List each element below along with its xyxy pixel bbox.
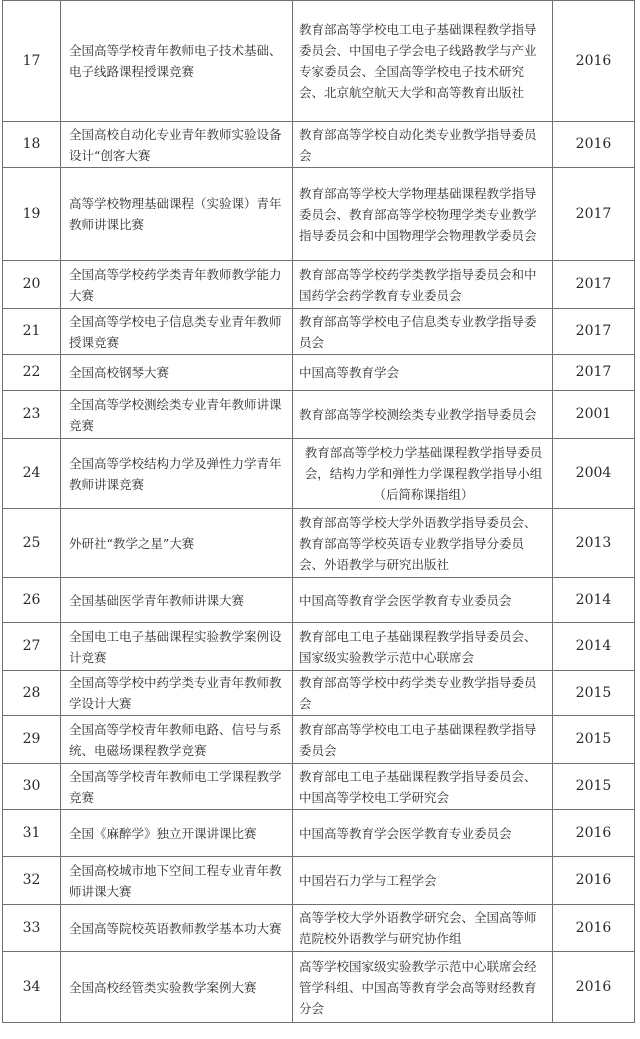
competition-name: 全国高等学校青年教师电子技术基础、电子线路课程授课竞赛 [69, 43, 282, 79]
competition-name: 外研社“教学之星”大赛 [69, 535, 195, 551]
table-row [3, 168, 635, 261]
year-cell: 2017 [553, 355, 635, 391]
table-row [3, 764, 635, 810]
organizer-cell [293, 122, 553, 168]
organizer: 教育部高等学校大学物理基础课程教学指导委员会、教育部高等学校物理学类专业教学指导委员会和中国物理学会物理教学委员会 [299, 185, 537, 243]
competition-name-cell [61, 391, 293, 439]
competition-table-body [3, 1, 635, 1023]
organizer: 教育部高等学校自动化类专业教学指导委员会 [299, 126, 537, 163]
competition-table-sheet [2, 0, 634, 1023]
competition-name-cell [61, 623, 293, 671]
year-cell: 2017 [553, 261, 635, 309]
organizer: 高等学校大学外语教学研究会、全国高等师范院校外语教学与研究协作组 [299, 910, 537, 946]
competition-name: 全国高校城市地下空间工程专业青年教师讲课大赛 [69, 862, 282, 899]
organizer: 中国高等教育学会 [299, 365, 400, 380]
year-cell: 2015 [553, 716, 635, 764]
row-number-cell: 29 [3, 716, 61, 764]
year-cell: 2014 [553, 578, 635, 623]
competition-name: 全国高等学校电子信息类专业青年教师授课竞赛 [69, 313, 282, 350]
organizer-cell [293, 355, 553, 391]
organizer: 教育部电工电子基础课程教学指导委员会、国家级实验教学示范中心联席会 [299, 628, 537, 665]
table-row [3, 261, 635, 309]
competition-name-cell [61, 309, 293, 355]
row-number-cell: 28 [3, 671, 61, 716]
year-cell: 2016 [553, 810, 635, 857]
organizer-cell [293, 168, 553, 261]
competition-name: 全国高等院校英语教师教学基本功大赛 [69, 920, 282, 936]
competition-name-cell [61, 355, 293, 391]
competition-name: 全国电工电子基础课程实验教学案例设计竞赛 [69, 628, 282, 665]
competition-name: 全国高校自动化专业青年教师实验设备设计“创客大赛 [69, 126, 282, 163]
organizer-cell [293, 309, 553, 355]
competition-name-cell [61, 1, 293, 122]
row-number-cell: 26 [3, 578, 61, 623]
table-row [3, 391, 635, 439]
table-row [3, 857, 635, 905]
organizer-cell [293, 810, 553, 857]
competition-name: 全国高等学校结构力学及弹性力学青年教师讲课竞赛 [69, 455, 282, 492]
competition-name: 全国高校钢琴大赛 [69, 365, 170, 380]
organizer-cell [293, 261, 553, 309]
table-row [3, 355, 635, 391]
row-number-cell: 21 [3, 309, 61, 355]
competition-name: 全国高等学校中药学类专业青年教师教学设计大赛 [69, 675, 282, 711]
organizer-cell [293, 509, 553, 578]
table-row [3, 671, 635, 716]
competition-name-cell [61, 671, 293, 716]
organizer-cell [293, 764, 553, 810]
year-cell: 2001 [553, 391, 635, 439]
table-row [3, 309, 635, 355]
row-number-cell: 30 [3, 764, 61, 810]
organizer: 教育部高等学校中药学类专业教学指导委员会 [299, 675, 537, 711]
table-row [3, 1, 635, 122]
year-cell: 2016 [553, 952, 635, 1023]
year-cell: 2013 [553, 509, 635, 578]
organizer: 中国高等教育学会医学教育专业委员会 [299, 825, 512, 841]
row-number-cell: 25 [3, 509, 61, 578]
row-number-cell: 23 [3, 391, 61, 439]
competition-name-cell [61, 439, 293, 509]
table-row [3, 578, 635, 623]
organizer-cell [293, 671, 553, 716]
competition-name: 全国高等学校青年教师电工学课程教学竞赛 [69, 768, 282, 805]
competition-name-cell [61, 168, 293, 261]
table-row [3, 439, 635, 509]
row-number-cell: 19 [3, 168, 61, 261]
organizer-cell [293, 623, 553, 671]
competition-name-cell [61, 261, 293, 309]
organizer-cell [293, 716, 553, 764]
row-number-cell: 31 [3, 810, 61, 857]
organizer: 教育部高等学校测绘类专业教学指导委员会 [299, 407, 537, 422]
row-number-cell: 22 [3, 355, 61, 391]
competition-name-cell [61, 810, 293, 857]
year-cell: 2016 [553, 857, 635, 905]
row-number-cell: 32 [3, 857, 61, 905]
table-row [3, 810, 635, 857]
competition-name-cell [61, 952, 293, 1023]
year-cell: 2016 [553, 122, 635, 168]
organizer-cell [293, 578, 553, 623]
organizer: 教育部电工电子基础课程教学指导委员会、中国高等学校电工学研究会 [299, 768, 537, 805]
organizer: 教育部高等学校电子信息类专业教学指导委员会 [299, 313, 537, 350]
row-number-cell: 33 [3, 905, 61, 952]
organizer-cell [293, 1, 553, 122]
competition-name-cell [61, 764, 293, 810]
table-row [3, 952, 635, 1023]
row-number-cell: 24 [3, 439, 61, 509]
competition-name-cell [61, 509, 293, 578]
competition-name: 高等学校物理基础课程（实验课）青年教师讲课比赛 [69, 196, 282, 232]
organizer: 教育部高等学校力学基础课程教学指导委员会，结构力学和弹性力学课程教学指导小组（后简称课指组） [304, 445, 543, 502]
year-cell: 2014 [553, 623, 635, 671]
competition-name: 全国高校经管类实验教学案例大赛 [69, 979, 257, 995]
organizer-cell [293, 439, 553, 509]
competition-name-cell [61, 905, 293, 952]
organizer-cell [293, 952, 553, 1023]
row-number-cell: 17 [3, 1, 61, 122]
year-cell: 2016 [553, 905, 635, 952]
organizer-cell [293, 391, 553, 439]
table-row [3, 122, 635, 168]
organizer: 教育部高等学校药学类教学指导委员会和中国药学会药学教育专业委员会 [299, 266, 537, 303]
competition-name: 全国《麻醉学》独立开课讲课比赛 [69, 825, 257, 841]
row-number-cell: 18 [3, 122, 61, 168]
competition-table [2, 0, 635, 1023]
competition-name-cell [61, 716, 293, 764]
table-row [3, 716, 635, 764]
table-row [3, 905, 635, 952]
competition-name: 全国基础医学青年教师讲课大赛 [69, 592, 245, 608]
table-row [3, 623, 635, 671]
year-cell: 2017 [553, 309, 635, 355]
table-row [3, 509, 635, 578]
competition-name-cell [61, 122, 293, 168]
row-number-cell: 27 [3, 623, 61, 671]
organizer: 教育部高等学校电工电子基础课程教学指导委员会、中国电子学会电子线路教学与产业专家委员会、全国高等学校电子技术研究会、北京航空航天大学和高等教育出版社 [299, 22, 537, 100]
competition-name: 全国高等学校测绘类专业青年教师讲课竞赛 [69, 396, 282, 433]
organizer: 高等学校国家级实验教学示范中心联席会经管学科组、中国高等教育学会高等财经教育分会 [299, 958, 537, 1016]
year-cell: 2015 [553, 671, 635, 716]
year-cell: 2016 [553, 1, 635, 122]
year-cell: 2004 [553, 439, 635, 509]
organizer: 中国高等教育学会医学教育专业委员会 [299, 592, 512, 608]
organizer: 教育部高等学校电工电子基础课程教学指导委员会 [299, 721, 537, 758]
competition-name: 全国高等学校药学类青年教师教学能力大赛 [69, 266, 282, 303]
year-cell: 2017 [553, 168, 635, 261]
competition-name-cell [61, 578, 293, 623]
organizer: 中国岩石力学与工程学会 [299, 873, 437, 888]
row-number-cell: 34 [3, 952, 61, 1023]
year-cell: 2015 [553, 764, 635, 810]
competition-name: 全国高等学校青年教师电路、信号与系统、电磁场课程教学竞赛 [69, 721, 282, 758]
organizer-cell [293, 857, 553, 905]
organizer-cell [293, 905, 553, 952]
row-number-cell: 20 [3, 261, 61, 309]
organizer: 教育部高等学校大学外语教学指导委员会、教育部高等学校英语专业教学指导分委员会、外语教学与研究出版社 [299, 514, 537, 572]
competition-name-cell [61, 857, 293, 905]
